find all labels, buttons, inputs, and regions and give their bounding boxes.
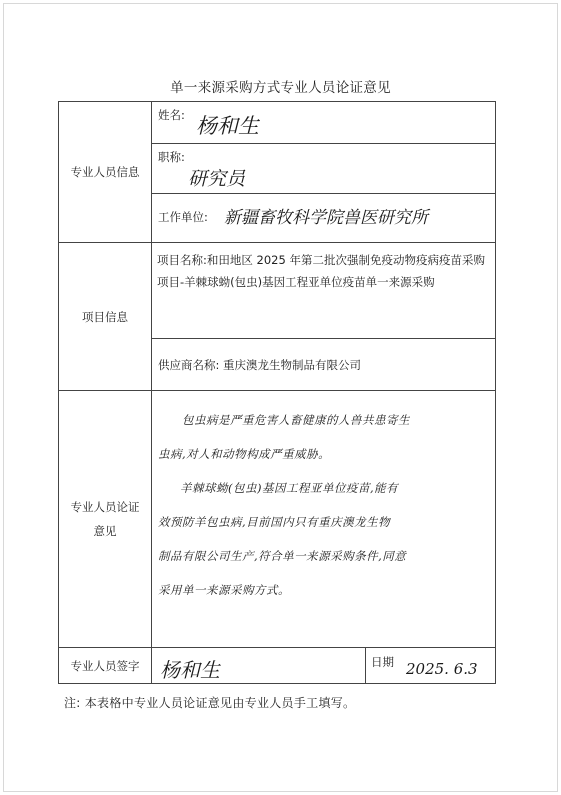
document-title: 单一来源采购方式专业人员论证意见 [170, 80, 391, 96]
title-handwritten: 研究员 [188, 168, 246, 190]
opinion-line: 制品有限公司生产,符合单一来源采购条件,同意 [158, 549, 407, 563]
opinion-label-text: 专业人员论证意见 [70, 500, 140, 538]
date-field [366, 648, 496, 684]
opinion-line: 虫病,对人和动物构成严重威胁。 [158, 447, 331, 461]
title-field [152, 144, 496, 194]
name-label: 姓名: [158, 108, 185, 122]
title-label: 职称: [158, 150, 185, 164]
signature-field [152, 648, 366, 684]
opinion-line: 包虫病是严重危害人畜健康的人兽共患寄生 [182, 413, 410, 427]
supplier-text: 供应商名称: 重庆澳龙生物制品有限公司 [158, 358, 362, 372]
signature-label: 专业人员签字 [59, 648, 152, 684]
opinion-label [59, 391, 152, 648]
project-name-text: 项目名称:和田地区 2025 年第二批次强制免疫动物疫病疫苗采购项目-羊棘球蚴(包虫)基因工程亚单位疫苗单一来源采购 [152, 243, 496, 339]
name-field [152, 102, 496, 144]
expert-info-label: 专业人员信息 [59, 102, 152, 243]
work-unit-handwritten: 新疆畜牧科学院兽医研究所 [224, 208, 428, 228]
date-handwritten: 2025. 6.3 [406, 660, 478, 678]
signature-handwritten: 杨和生 [160, 658, 220, 682]
opinion-form [58, 101, 496, 684]
opinion-line: 效预防羊包虫病,目前国内只有重庆澳龙生物 [158, 515, 391, 529]
supplier-field [152, 339, 496, 391]
name-handwritten: 杨和生 [196, 114, 259, 138]
date-label: 日期 [371, 655, 394, 669]
opinion-line: 羊棘球蚴(包虫)基因工程亚单位疫苗,能有 [180, 481, 399, 495]
opinion-line: 采用单一来源采购方式。 [158, 583, 290, 597]
work-unit-field [152, 194, 496, 243]
footnote: 注: 本表格中专业人员论证意见由专业人员手工填写。 [64, 696, 356, 710]
work-unit-label: 工作单位: [158, 210, 208, 224]
project-info-label: 项目信息 [59, 243, 152, 391]
opinion-handwritten [152, 391, 496, 648]
